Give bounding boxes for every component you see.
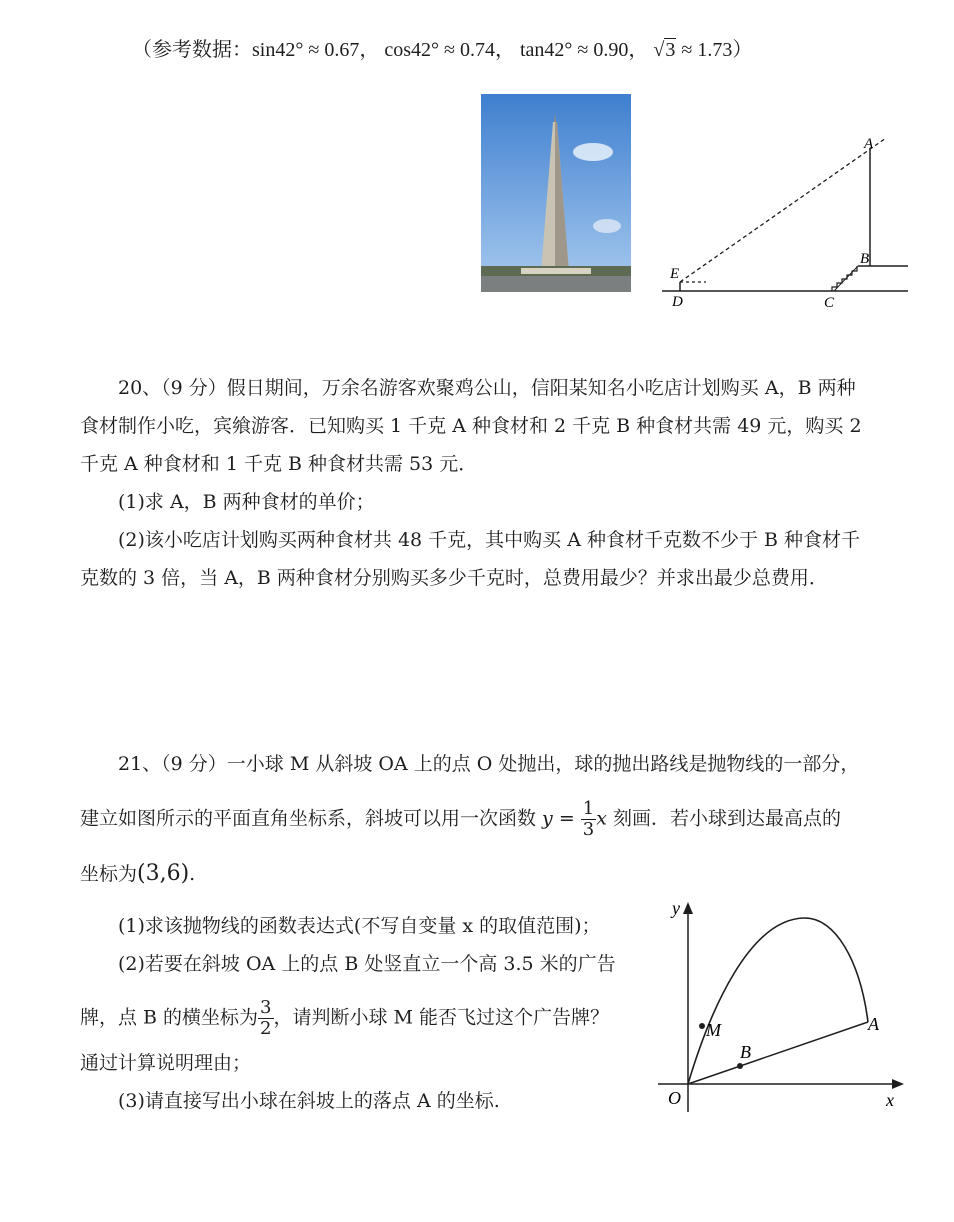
q21-line2-b: 刻画．若小球到达最高点的	[606, 807, 842, 830]
q21-eq-fraction	[581, 799, 596, 840]
sqrt-symbol: √3	[653, 39, 676, 61]
fig21-label-y: y	[672, 898, 680, 918]
q21-b-fraction	[258, 998, 273, 1039]
q21-eq-lhs: y =	[542, 807, 575, 830]
fig21-label-O: O	[668, 1088, 681, 1108]
parabola-path	[688, 918, 868, 1084]
q21-line3-a: 坐标为	[80, 863, 138, 885]
q20-sub2-line2: 克数的 3 倍，当 A，B 两种食材分别购买多少千克时，总费用最少？并求出最少总费用．	[80, 567, 828, 589]
q20-line3: 千克 A 种食材和 1 千克 B 种食材共需 53 元．	[80, 453, 478, 475]
fig21-label-B: B	[740, 1042, 751, 1062]
q21-sub1: (1)求该抛物线的函数表达式(不写自变量 x 的取值范围)；	[118, 915, 601, 937]
q20-sub1: (1)求 A，B 两种食材的单价；	[118, 491, 375, 513]
reference-sin: sin42° ≈ 0.67，	[252, 39, 380, 61]
q21-line3-b: .	[189, 863, 196, 885]
reference-tan: tan42° ≈ 0.90，	[519, 39, 649, 61]
fig21-label-M: M	[706, 1020, 721, 1040]
point-M	[699, 1023, 705, 1029]
fig19-label-E: E	[670, 266, 680, 282]
q21-line2	[80, 799, 841, 840]
q21-sub2-line1: (2)若要在斜坡 OA 上的点 B 处竖直立一个高 3.5 米的广告	[118, 953, 616, 975]
q20-line1: 20、（9 分）假日期间，万余名游客欢聚鸡公山，信阳某知名小吃店计划购买 A，B 两种	[118, 377, 856, 399]
q21-sub2-line2-b: ，请判断小球 M 能否飞过这个广告牌？	[273, 1006, 610, 1029]
q20-line2: 食材制作小吃，宾飨游客．已知购买 1 千克 A 种食材和 2 千克 B 种食材共需 49 元，购买 2	[80, 415, 862, 437]
figure19-diagram	[662, 130, 914, 312]
q21-eq-num: 1	[582, 798, 595, 819]
q21-eq-var: x	[596, 807, 607, 830]
reference-open: （参考数据：	[132, 39, 252, 61]
fig19-label-D: D	[672, 294, 683, 310]
q21-frac-num: 3	[260, 997, 272, 1018]
q21-eq-den: 3	[582, 819, 595, 840]
fig19-label-A: A	[864, 136, 874, 152]
point-B	[737, 1063, 743, 1069]
q21-coord: (3,6)	[137, 861, 190, 886]
q21-line2-a: 建立如图所示的平面直角坐标系，斜坡可以用一次函数	[80, 807, 543, 830]
tower-photo	[481, 94, 631, 292]
fig19-label-C: C	[824, 295, 835, 311]
fig21-label-A: A	[868, 1014, 879, 1034]
fig21-label-x: x	[886, 1090, 894, 1110]
q21-sub3: (3)请直接写出小球在斜坡上的落点 A 的坐标.	[118, 1090, 500, 1112]
reference-cos: cos42° ≈ 0.74，	[384, 39, 515, 61]
q21-frac-den: 2	[260, 1018, 272, 1039]
q20-sub2-line1: (2)该小吃店计划购买两种食材共 48 千克，其中购买 A 种食材千克数不少于 B 种食材千	[118, 529, 861, 551]
figure21-diagram	[650, 890, 916, 1112]
q21-sub2-line2-a: 牌，点 B 的横坐标为	[80, 1006, 259, 1029]
sqrt-radicand: 3	[665, 39, 676, 61]
fig19-label-B: B	[860, 251, 870, 267]
q21-sub2-line2	[80, 998, 609, 1039]
q21-sub2-line3: 通过计算说明理由；	[80, 1052, 252, 1074]
x-axis-arrow-icon	[892, 1079, 904, 1089]
q21-line3	[80, 862, 195, 886]
q21-line1: 21、（9 分）一小球 M 从斜坡 OA 上的点 O 处抛出，球的抛出路线是抛物线的一部分，	[118, 753, 860, 775]
reference-data-line	[132, 38, 752, 62]
y-axis-arrow-icon	[683, 902, 693, 914]
sqrt-value: ≈ 1.73）	[676, 39, 753, 61]
